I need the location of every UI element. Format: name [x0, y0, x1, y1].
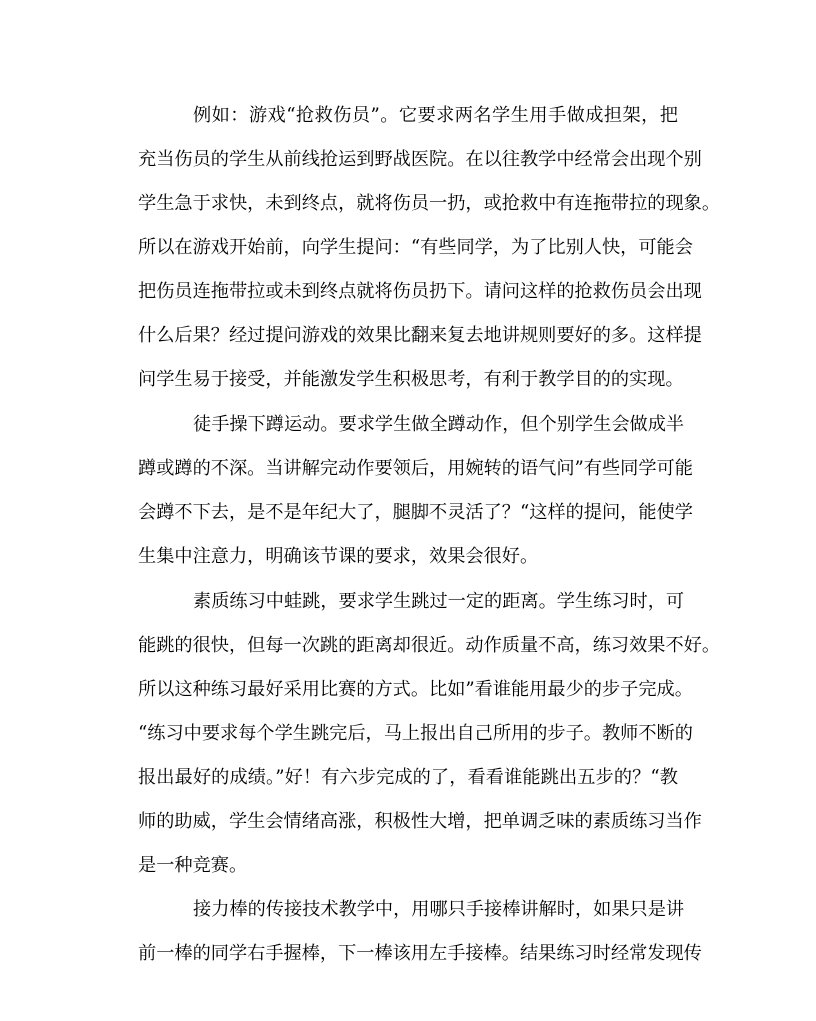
- paragraph-3-line-4: “练习中要求每个学生跳完后，马上报出自己所用的步子。教师不断的: [138, 723, 693, 744]
- paragraph-1-line-1: 例如：游戏“抢救伤员”。它要求两名学生用手做成担架，把: [193, 105, 678, 126]
- paragraph-1-line-7: 问学生易于接受，并能激发学生积极思考，有利于教学目的的实现。: [138, 369, 684, 390]
- paragraph-3-line-2: 能跳的很快，但每一次跳的距离却很近。动作质量不高，练习效果不好。: [138, 635, 721, 656]
- paragraph-1-line-4: 所以在游戏开始前，向学生提问：“有些同学，为了比别人快，可能会: [138, 237, 693, 258]
- paragraph-3-line-5: 报出最好的成绩。”好！有六步完成的了，看看谁能跳出五步的？“教: [138, 767, 678, 788]
- paragraph-3-line-6: 师的助威，学生会情绪高涨，积极性大增，把单调乏味的素质练习当作: [138, 811, 702, 832]
- paragraph-2-line-2: 蹲或蹲的不深。当讲解完动作要领后，用婉转的语气问”有些同学可能: [138, 458, 693, 479]
- paragraph-3-line-7: 是一种竞赛。: [138, 855, 248, 876]
- paragraph-3-line-1: 素质练习中蛙跳，要求学生跳过一定的距离。学生练习时，可: [193, 591, 685, 612]
- paragraph-2-line-3: 会蹲不下去，是不是年纪大了，腿脚不灵活了？“这样的提问，能使学: [138, 502, 693, 523]
- paragraph-4-line-1: 接力棒的传接技术教学中，用哪只手接棒讲解时，如果只是讲: [193, 899, 685, 920]
- paragraph-3-line-3: 所以这种练习最好采用比赛的方式。比如”看谁能用最少的步子完成。: [138, 679, 693, 700]
- paragraph-1-line-5: 把伤员连拖带拉或未到终点就将伤员扔下。请问这样的抢救伤员会出现: [138, 281, 702, 302]
- paragraph-1-line-6: 什么后果？经过提问游戏的效果比翻来复去地讲规则要好的多。这样提: [138, 325, 702, 346]
- paragraph-1-line-2: 充当伤员的学生从前线抢运到野战医院。在以往教学中经常会出现个别: [138, 149, 702, 170]
- paragraph-4-line-2: 前一棒的同学右手握棒，下一棒该用左手接棒。结果练习时经常发现传: [138, 943, 702, 964]
- paragraph-2-line-1: 徒手操下蹲运动。要求学生做全蹲动作，但个别学生会做成半: [193, 414, 685, 435]
- paragraph-2-line-4: 生集中注意力，明确该节课的要求，效果会很好。: [138, 546, 539, 567]
- paragraph-1-line-3: 学生急于求快，未到终点，就将伤员一扔，或抢救中有连拖带拉的现象。: [138, 193, 721, 214]
